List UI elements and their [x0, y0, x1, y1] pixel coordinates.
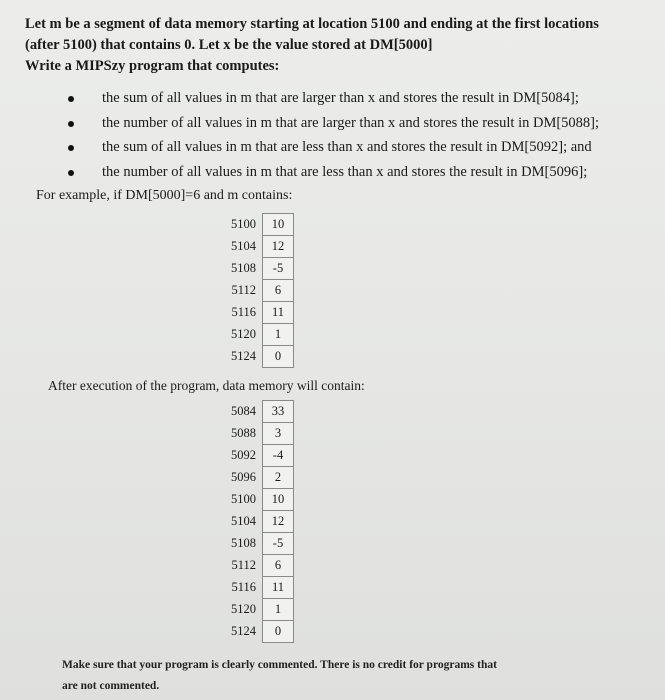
memory-address: 5108 — [231, 261, 256, 275]
example-text: For example, if DM[5000]=6 and m contains: — [36, 188, 293, 203]
after-text: After execution of the program, data memory will contain: — [48, 378, 365, 393]
problem-intro — [25, 14, 599, 77]
memory-row — [208, 214, 294, 236]
memory-value: 10 — [263, 489, 294, 511]
memory-value: 0 — [263, 346, 294, 368]
memory-address: 5092 — [231, 448, 256, 462]
memory-value: -5 — [263, 258, 294, 280]
memory-value: 12 — [263, 511, 294, 533]
memory-row — [208, 511, 294, 533]
memory-row — [208, 236, 294, 258]
intro-line: Write a MIPSzy program that computes: — [25, 58, 280, 74]
memory-value: 6 — [263, 555, 294, 577]
memory-address: 5120 — [231, 327, 256, 341]
memory-row — [208, 533, 294, 555]
memory-row — [208, 445, 294, 467]
bullet-icon — [68, 170, 74, 176]
memory-value: -4 — [263, 445, 294, 467]
initial-memory-table — [208, 213, 294, 368]
intro-line: (after 5100) that contains 0. Let x be the value stored at DM[5000] — [25, 37, 433, 53]
memory-value: 33 — [263, 401, 294, 423]
memory-address: 5096 — [231, 470, 256, 484]
requirements-list — [64, 86, 599, 184]
bullet-icon — [68, 121, 74, 127]
memory-address: 5112 — [231, 558, 256, 572]
memory-address: 5104 — [231, 239, 256, 253]
memory-value: 0 — [263, 621, 294, 643]
memory-address: 5100 — [231, 217, 256, 231]
requirement-item: the number of all values in m that are larger than x and stores the result in DM[5088]; — [64, 111, 599, 136]
memory-address: 5116 — [231, 580, 256, 594]
memory-row — [208, 599, 294, 621]
note-line: Make sure that your program is clearly commented. There is no credit for programs that — [62, 659, 497, 671]
memory-address: 5088 — [231, 426, 256, 440]
memory-row — [208, 324, 294, 346]
final-memory-table — [208, 400, 294, 643]
commenting-note — [62, 655, 497, 697]
bullet-icon — [68, 96, 74, 102]
memory-row — [208, 577, 294, 599]
bullet-icon — [68, 145, 74, 151]
memory-value: 12 — [263, 236, 294, 258]
memory-value: 3 — [263, 423, 294, 445]
memory-row — [208, 555, 294, 577]
memory-row — [208, 467, 294, 489]
memory-address: 5124 — [231, 349, 256, 363]
memory-value: 1 — [263, 599, 294, 621]
intro-line: Let m be a segment of data memory starting at location 5100 and ending at the first locations — [25, 16, 599, 32]
memory-value: 2 — [263, 467, 294, 489]
memory-address: 5108 — [231, 536, 256, 550]
memory-row — [208, 489, 294, 511]
note-line: are not commented. — [62, 680, 160, 692]
memory-row — [208, 401, 294, 423]
memory-address: 5116 — [231, 305, 256, 319]
memory-row — [208, 423, 294, 445]
memory-value: 10 — [263, 214, 294, 236]
memory-address: 5112 — [231, 283, 256, 297]
requirement-item: the number of all values in m that are less than x and stores the result in DM[5096]; — [64, 160, 599, 185]
requirement-item: the sum of all values in m that are larger than x and stores the result in DM[5084]; — [64, 86, 599, 111]
requirement-item: the sum of all values in m that are less than x and stores the result in DM[5092]; and — [64, 135, 599, 160]
memory-row — [208, 346, 294, 368]
memory-address: 5120 — [231, 602, 256, 616]
memory-value: 11 — [263, 302, 294, 324]
memory-value: 11 — [263, 577, 294, 599]
memory-value: 6 — [263, 280, 294, 302]
memory-row — [208, 302, 294, 324]
memory-address: 5124 — [231, 624, 256, 638]
memory-row — [208, 621, 294, 643]
memory-address: 5100 — [231, 492, 256, 506]
memory-row — [208, 280, 294, 302]
memory-value: -5 — [263, 533, 294, 555]
memory-value: 1 — [263, 324, 294, 346]
memory-row — [208, 258, 294, 280]
memory-address: 5084 — [231, 404, 256, 418]
memory-address: 5104 — [231, 514, 256, 528]
